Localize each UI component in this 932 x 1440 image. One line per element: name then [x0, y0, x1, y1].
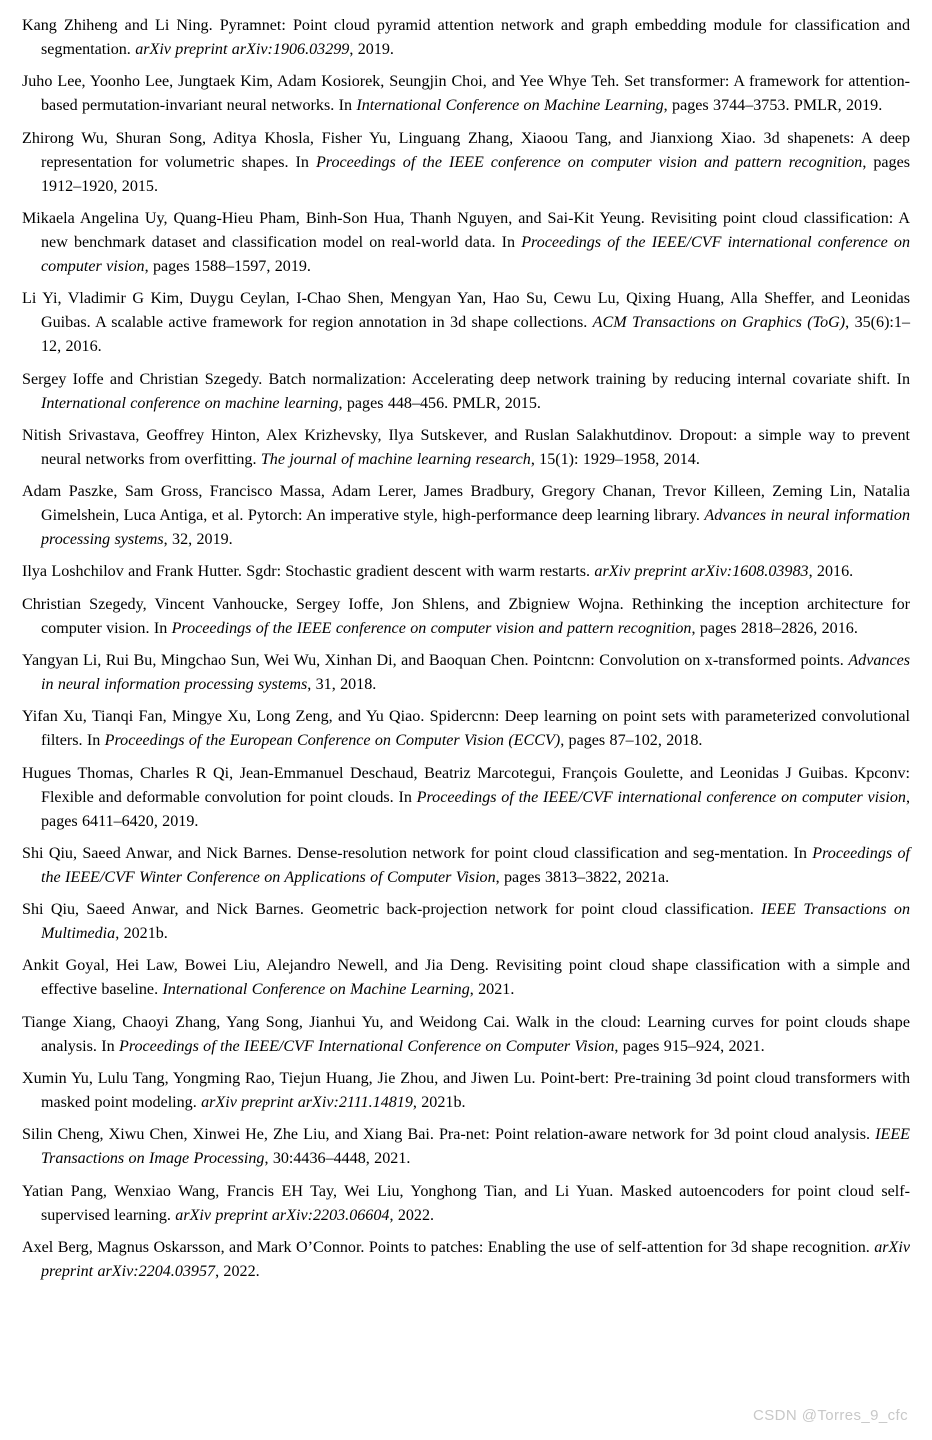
reference-entry: Shi Qiu, Saeed Anwar, and Nick Barnes. Geometric back-projection network for point cloud classification. IEEE Transactions on Multimedia, 2021b.	[22, 901, 911, 943]
reference-entry: Yifan Xu, Tianqi Fan, Mingye Xu, Long Zeng, and Yu Qiao. Spidercnn: Deep learning on point sets with parameterized convolutional filters. In Proceedings of the European Conference on Computer Vision (ECCV), pages 87–102, 2018.	[22, 708, 910, 750]
reference-entry: Tiange Xiang, Chaoyi Zhang, Yang Song, Jianhui Yu, and Weidong Cai. Walk in the cloud: Learning curves for point clouds shape analysis. In Proceedings of the IEEE/CVF International Conference on Computer Vision, pages 915–924, 2021.	[22, 1013, 910, 1055]
reference-list	[22, 14, 910, 1284]
reference-entry: Silin Cheng, Xiwu Chen, Xinwei He, Zhe Liu, and Xiang Bai. Pra-net: Point relation-aware network for 3d point cloud analysis. IEEE Transactions on Image Processing, 30:4436–4448, 2021.	[22, 1126, 910, 1168]
reference-entry: Nitish Srivastava, Geoffrey Hinton, Alex Krizhevsky, Ilya Sutskever, and Ruslan Salakhutdinov. Dropout: a simple way to prevent neural networks from overfitting. The journal of machine learning research, 15(1): 1929–1958, 2014.	[22, 426, 910, 468]
reference-entry: Adam Paszke, Sam Gross, Francisco Massa, Adam Lerer, James Bradbury, Gregory Chanan, Trevor Killeen, Zeming Lin, Natalia Gimelshein, Luca Antiga, et al. Pytorch: An imperative style, high-performance deep learning library. Advances in neural information processing systems, 32, 2019.	[22, 483, 910, 549]
reference-entry: Zhirong Wu, Shuran Song, Aditya Khosla, Fisher Yu, Linguang Zhang, Xiaoou Tang, and Jianxiong Xiao. 3d shapenets: A deep representation for volumetric shapes. In Proceedings of the IEEE conference on computer vision and pattern recognition, pages 1912–1920, 2015.	[22, 129, 910, 195]
reference-entry: Shi Qiu, Saeed Anwar, and Nick Barnes. Dense-resolution network for point cloud classification and seg-mentation. In Proceedings of the IEEE/CVF Winter Conference on Applications of Computer Vision, pages 3813–3822, 2021a.	[22, 844, 911, 886]
reference-entry: Ankit Goyal, Hei Law, Bowei Liu, Alejandro Newell, and Jia Deng. Revisiting point cloud shape classification with a simple and effective baseline. International Conference on Machine Learning, 2021.	[22, 957, 910, 999]
reference-entry: Ilya Loshchilov and Frank Hutter. Sgdr: Stochastic gradient descent with warm restarts. arXiv preprint arXiv:1608.03983, 2016.	[22, 563, 854, 581]
reference-entry: Christian Szegedy, Vincent Vanhoucke, Sergey Ioffe, Jon Shlens, and Zbigniew Wojna. Rethinking the inception architecture for computer vision. In Proceedings of the IEEE conference on computer vision and pattern recognition, pages 2818–2826, 2016.	[22, 595, 910, 637]
reference-entry: Xumin Yu, Lulu Tang, Yongming Rao, Tiejun Huang, Jie Zhou, and Jiwen Lu. Point-bert: Pre-training 3d point cloud transformers with masked point modeling. arXiv preprint arXiv:2111.14819, 2021b.	[22, 1069, 910, 1112]
reference-entry: Mikaela Angelina Uy, Quang-Hieu Pham, Binh-Son Hua, Thanh Nguyen, and Sai-Kit Yeung. Revisiting point cloud classification: A new benchmark dataset and classification model on real-world data. In Proceedings of the IEEE/CVF international conference on computer vision, pages 1588–1597, 2019.	[22, 209, 910, 275]
reference-entry: Axel Berg, Magnus Oskarsson, and Mark O’Connor. Points to patches: Enabling the use of self-attention for 3d shape recognition. arXiv preprint arXiv:2204.03957, 2022.	[22, 1238, 910, 1280]
reference-entry: Juho Lee, Yoonho Lee, Jungtaek Kim, Adam Kosiorek, Seungjin Choi, and Yee Whye Teh. Set transformer: A framework for attention-based permutation-invariant neural networks. In International Conference on Machine Learning, pages 3744–3753. PMLR, 2019.	[22, 73, 910, 115]
reference-entry: Hugues Thomas, Charles R Qi, Jean-Emmanuel Deschaud, Beatriz Marcotegui, François Goulette, and Leonidas J Guibas. Kpconv: Flexible and deformable convolution for point clouds. In Proceedings of the IEEE/CVF international conference on computer vision, pages 6411–6420, 2019.	[22, 764, 910, 830]
reference-entry: Yangyan Li, Rui Bu, Mingchao Sun, Wei Wu, Xinhan Di, and Baoquan Chen. Pointcnn: Convolution on x-transformed points. Advances in neural information processing systems, 31, 2018.	[22, 651, 910, 693]
reference-entry: Li Yi, Vladimir G Kim, Duygu Ceylan, I-Chao Shen, Mengyan Yan, Hao Su, Cewu Lu, Qixing Huang, Alla Sheffer, and Leonidas Guibas. A scalable active framework for region annotation in 3d shape collections. ACM Transactions on Graphics (ToG), 35(6):1–12, 2016.	[22, 290, 910, 356]
reference-entry: Kang Zhiheng and Li Ning. Pyramnet: Point cloud pyramid attention network and graph embedding module for classification and segmentation. arXiv preprint arXiv:1906.03299, 2019.	[22, 17, 910, 59]
reference-entry: Yatian Pang, Wenxiao Wang, Francis EH Tay, Wei Liu, Yonghong Tian, and Li Yuan. Masked autoencoders for point cloud self-supervised learning. arXiv preprint arXiv:2203.06604, 2022.	[22, 1182, 910, 1224]
csdn-watermark: CSDN @Torres_9_cfc	[753, 1407, 908, 1424]
reference-entry: Sergey Ioffe and Christian Szegedy. Batch normalization: Accelerating deep network training by reducing internal covariate shift. In International conference on machine learning, pages 448–456. PMLR, 2015.	[22, 370, 910, 412]
